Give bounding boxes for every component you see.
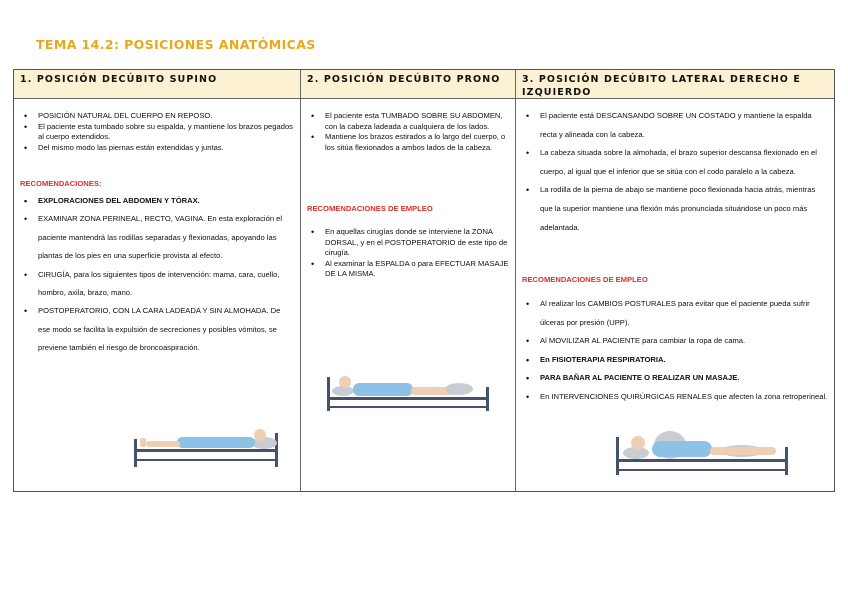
list-item: • El paciente esta tumbado sobre su espalda, y mantiene los brazos pegados al cuerpo extendidos. [20, 122, 294, 143]
lateral-intro-list [522, 107, 828, 237]
supine-recommendations-list [20, 192, 294, 358]
prone-patient-illustration [323, 369, 493, 414]
prone-recommendations-title: RECOMENDACIONES DE EMPLEO [307, 204, 433, 213]
supine-patient-illustration [132, 419, 282, 469]
list-item: • POSICIÓN NATURAL DEL CUERPO EN REPOSO. [20, 111, 294, 122]
column-prone [300, 70, 515, 491]
column-header-supine: 1. POSICIÓN DECÚBITO SUPINO [14, 70, 300, 99]
lateral-recommendations-list [522, 295, 828, 407]
column-lateral [515, 70, 834, 491]
list-item: • La rodilla de la pierna de abajo se mantiene poco flexionada hacia atrás, mientras que la superior mantiene una flexión más pronunciada situándose un poco más adelantada. [522, 181, 828, 237]
list-item: • Al MOVILIZAR AL PACIENTE para cambiar la ropa de cama. [522, 332, 828, 351]
lateral-patient-illustration [612, 423, 792, 479]
list-item: • El paciente está DESCANSANDO SOBRE UN COSTADO y mantiene la espalda recta y alineada con la cabeza. [522, 107, 828, 144]
list-item: • POSTOPERATORIO, CON LA CARA LADEADA Y SIN ALMOHADA. De ese modo se facilita la expulsión de secreciones y posibles vómitos, se previene también el riesgo de broncoaspiración. [20, 302, 294, 357]
list-item: • En aquellas cirugías donde se interviene la ZONA DORSAL, y en el POSTOPERATORIO de este tipo de cirugía. [307, 227, 509, 259]
prone-recommendations-list [307, 227, 509, 280]
lateral-recommendations-title: RECOMENDACIONES DE EMPLEO [522, 275, 648, 284]
page-title: TEMA 14.2: POSICIONES ANATÓMICAS [36, 37, 316, 52]
column-supine [14, 70, 300, 491]
supine-recommendations-title: RECOMENDACIONES: [20, 179, 102, 188]
list-item: • El paciente esta TUMBADO SOBRE SU ABDOMEN, con la cabeza ladeada a cualquiera de los lados. [307, 111, 509, 132]
list-item: • EXAMINAR ZONA PERINEAL, RECTO, VAGINA. En esta exploración el paciente mantendrá las rodillas separadas y flexionadas, apoyando las plantas de los pies en una superficie provista al efecto. [20, 210, 294, 265]
list-item: • En INTERVENCIONES QUIRÚRGICAS RENALES que afecten la zona retroperineal. [522, 388, 828, 407]
positions-table [13, 69, 835, 492]
list-item: • PARA BAÑAR AL PACIENTE O REALIZAR UN MASAJE. [522, 369, 828, 388]
supine-intro-list [20, 111, 294, 153]
list-item: • Al realizar los CAMBIOS POSTURALES para evitar que el paciente pueda sufrir úlceras por presión (UPP). [522, 295, 828, 332]
column-header-lateral: 3. POSICIÓN DECÚBITO LATERAL DERECHO E IZQUIERDO [516, 70, 834, 99]
list-item: • EXPLORACIONES DEL ABDOMEN Y TÓRAX. [20, 192, 294, 210]
list-item: • En FISIOTERAPIA RESPIRATORIA. [522, 351, 828, 370]
list-item: • Al examinar la ESPALDA o para EFECTUAR MASAJE DE LA MISMA. [307, 259, 509, 280]
list-item: • La cabeza situada sobre la almohada, el brazo superior descansa flexionado en el cuerpo, al igual que el inferior que se sitúa con el codo paralelo a la cabeza. [522, 144, 828, 181]
list-item: • CIRUGÍA, para los siguientes tipos de intervención: mama, cara, cuello, hombro, axila, brazo, mano. [20, 266, 294, 303]
list-item: • Mantiene los brazos estirados a lo largo del cuerpo, o los sitúa flexionados a ambos lados de la cabeza. [307, 132, 509, 153]
list-item: • Del mismo modo las piernas están extendidas y juntas. [20, 143, 294, 154]
prone-intro-list [307, 111, 509, 153]
column-header-prone: 2. POSICIÓN DECÚBITO PRONO [301, 70, 515, 99]
